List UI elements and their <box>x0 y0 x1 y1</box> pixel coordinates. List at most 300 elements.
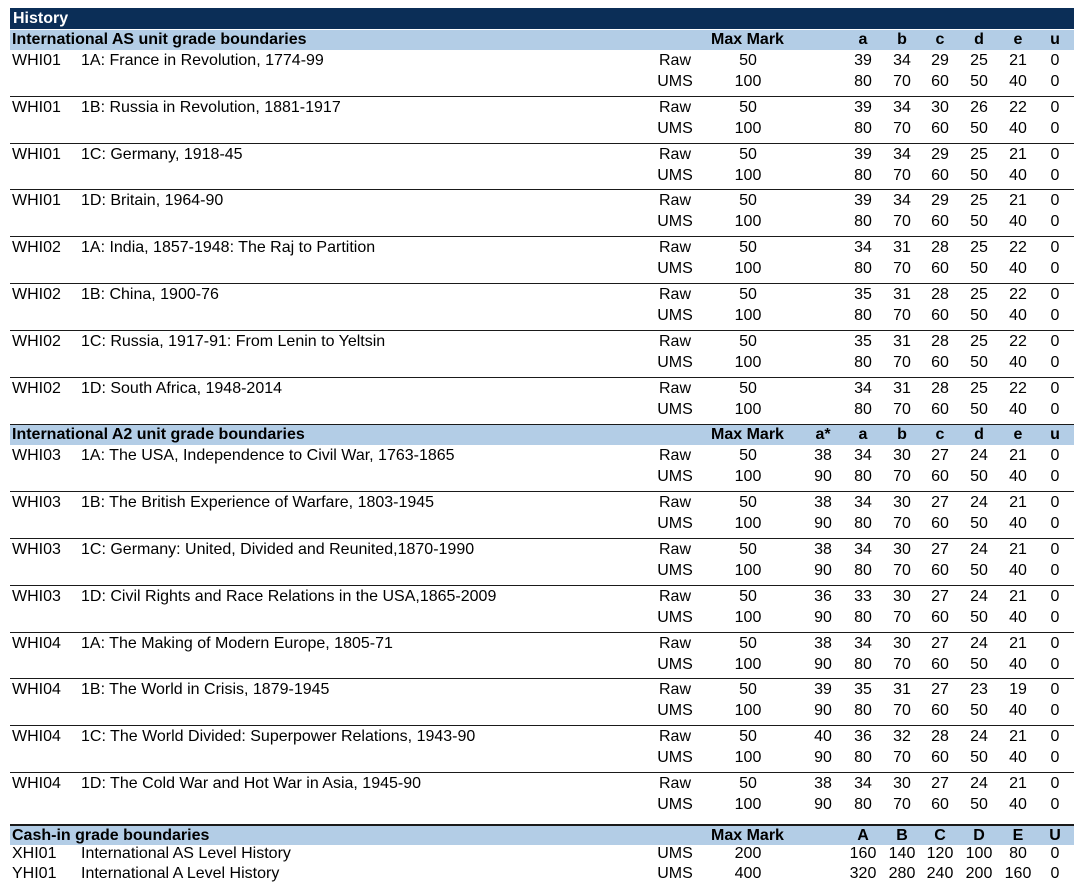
ums-grade-value: 70 <box>893 608 911 626</box>
cash-in-grade-value: 0 <box>1050 865 1060 883</box>
cash-in-grade-value: 280 <box>888 865 916 883</box>
raw-grade-value: 22 <box>1009 332 1027 350</box>
raw-label: Raw <box>658 774 691 792</box>
raw-label: Raw <box>658 494 691 512</box>
table-row <box>10 378 1074 425</box>
ums-grade-value: 0 <box>1050 213 1060 231</box>
qualification-title: International A Level History <box>81 865 280 883</box>
ums-label: UMS <box>657 353 693 371</box>
raw-grade-value: 29 <box>931 145 949 163</box>
ums-label: UMS <box>657 515 693 533</box>
table-row <box>10 492 1074 539</box>
max-mark-header: Max Mark <box>711 426 784 444</box>
ums-max-mark: 100 <box>734 795 762 813</box>
ums-grade-value: 50 <box>970 795 988 813</box>
cash-in-grade-value: 240 <box>926 865 954 883</box>
ums-grade-value: 60 <box>931 306 949 324</box>
ums-grade-value: 80 <box>854 561 872 579</box>
ums-max-mark: 100 <box>734 260 762 278</box>
ums-grade-value: 50 <box>970 400 988 418</box>
ums-grade-value: 0 <box>1050 561 1060 579</box>
raw-label: Raw <box>658 728 691 746</box>
raw-grade-value: 25 <box>970 379 988 397</box>
raw-grade-value: 0 <box>1050 540 1060 558</box>
unit-code: WHI01 <box>12 52 61 69</box>
raw-label: Raw <box>658 587 691 605</box>
unit-title: 1B: Russia in Revolution, 1881-1917 <box>81 98 341 116</box>
ums-grade-value: 40 <box>1009 795 1027 813</box>
ums-grade-value: 80 <box>854 749 872 767</box>
ums-label: UMS <box>657 400 693 418</box>
raw-grade-value: 28 <box>931 332 949 350</box>
table-row <box>10 445 1074 492</box>
ums-grade-value: 0 <box>1050 353 1060 371</box>
raw-grade-value: 34 <box>893 98 911 116</box>
raw-label: Raw <box>658 192 691 210</box>
ums-grade-value: 0 <box>1050 749 1060 767</box>
ums-label: UMS <box>657 865 693 883</box>
ums-grade-value: 70 <box>893 260 911 278</box>
unit-code: WHI03 <box>12 587 61 605</box>
raw-max-mark: 50 <box>739 285 757 303</box>
ums-grade-value: 70 <box>893 306 911 324</box>
cash-in-grade-value: 80 <box>1009 844 1027 862</box>
ums-grade-value: 80 <box>854 166 872 184</box>
raw-grade-value: 29 <box>931 52 949 69</box>
ums-max-mark: 100 <box>734 749 762 767</box>
ums-grade-value: 80 <box>854 260 872 278</box>
raw-max-mark: 50 <box>739 634 757 652</box>
raw-grade-value: 21 <box>1009 634 1027 652</box>
grade-header: C <box>934 826 946 844</box>
ums-grade-value: 90 <box>814 655 832 673</box>
ums-grade-value: 60 <box>931 515 949 533</box>
ums-grade-value: 60 <box>931 561 949 579</box>
raw-grade-value: 21 <box>1009 587 1027 605</box>
ums-max-mark: 100 <box>734 400 762 418</box>
grade-header: b <box>897 426 907 444</box>
raw-grade-value: 24 <box>970 494 988 512</box>
ums-grade-value: 50 <box>970 749 988 767</box>
raw-grade-value: 35 <box>854 285 872 303</box>
grade-header: a <box>858 426 868 444</box>
raw-grade-value: 0 <box>1050 285 1060 303</box>
raw-grade-value: 34 <box>854 634 872 652</box>
ums-label: UMS <box>657 655 693 673</box>
ums-grade-value: 90 <box>814 515 832 533</box>
ums-grade-value: 50 <box>970 260 988 278</box>
grade-header: e <box>1013 426 1023 444</box>
raw-grade-value: 21 <box>1009 145 1027 163</box>
ums-grade-value: 50 <box>970 166 988 184</box>
ums-grade-value: 0 <box>1050 795 1060 813</box>
raw-max-mark: 50 <box>739 540 757 558</box>
ums-grade-value: 60 <box>931 73 949 90</box>
raw-grade-value: 0 <box>1050 774 1060 792</box>
ums-grade-value: 40 <box>1009 73 1027 90</box>
unit-code: WHI04 <box>12 681 61 699</box>
unit-code: WHI03 <box>12 494 61 512</box>
raw-grade-value: 38 <box>814 634 832 652</box>
section-header <box>10 29 1074 50</box>
ums-max-mark: 100 <box>734 655 762 673</box>
unit-title: 1A: France in Revolution, 1774-99 <box>81 52 324 69</box>
raw-label: Raw <box>658 239 691 257</box>
raw-grade-value: 19 <box>1009 681 1027 699</box>
raw-grade-value: 39 <box>814 681 832 699</box>
max-mark-header: Max Mark <box>711 31 784 48</box>
ums-grade-value: 90 <box>814 561 832 579</box>
ums-grade-value: 90 <box>814 468 832 486</box>
unit-title: 1C: Germany, 1918-45 <box>81 145 243 163</box>
ums-grade-value: 80 <box>854 795 872 813</box>
raw-grade-value: 35 <box>854 332 872 350</box>
raw-max-mark: 50 <box>739 379 757 397</box>
raw-label: Raw <box>658 98 691 116</box>
raw-grade-value: 28 <box>931 728 949 746</box>
raw-grade-value: 0 <box>1050 192 1060 210</box>
raw-grade-value: 25 <box>970 332 988 350</box>
raw-grade-value: 38 <box>814 540 832 558</box>
grade-header: d <box>974 31 984 48</box>
raw-grade-value: 26 <box>970 98 988 116</box>
ums-label: UMS <box>657 213 693 231</box>
ums-grade-value: 80 <box>854 468 872 486</box>
ums-grade-value: 70 <box>893 795 911 813</box>
grade-header: b <box>897 31 907 48</box>
ums-max-mark: 100 <box>734 353 762 371</box>
raw-max-mark: 50 <box>739 192 757 210</box>
ums-label: UMS <box>657 306 693 324</box>
raw-grade-value: 0 <box>1050 98 1060 116</box>
unit-title: 1B: The World in Crisis, 1879-1945 <box>81 681 330 699</box>
unit-code: WHI01 <box>12 145 61 163</box>
ums-grade-value: 80 <box>854 400 872 418</box>
grade-header: E <box>1012 826 1024 844</box>
ums-grade-value: 60 <box>931 166 949 184</box>
raw-max-mark: 50 <box>739 239 757 257</box>
raw-grade-value: 27 <box>931 540 949 558</box>
ums-max-mark: 100 <box>734 166 762 184</box>
cash-in-grade-value: 200 <box>965 865 993 883</box>
cash-in-section <box>10 824 1074 886</box>
table-row <box>10 539 1074 586</box>
unit-title: 1B: The British Experience of Warfare, 1803-1945 <box>81 494 435 512</box>
raw-grade-value: 34 <box>854 540 872 558</box>
raw-grade-value: 22 <box>1009 98 1027 116</box>
raw-grade-value: 28 <box>931 285 949 303</box>
ums-label: UMS <box>657 119 693 137</box>
unit-title: 1B: China, 1900-76 <box>81 285 219 303</box>
cash-in-grade-value: 0 <box>1050 844 1060 862</box>
ums-label: UMS <box>657 795 693 813</box>
raw-grade-value: 27 <box>931 634 949 652</box>
ums-max-mark: 100 <box>734 73 762 90</box>
table-row <box>10 773 1074 820</box>
raw-grade-value: 28 <box>931 239 949 257</box>
section-heading: Cash-in grade boundaries <box>12 826 210 844</box>
ums-label: UMS <box>657 561 693 579</box>
ums-grade-value: 70 <box>893 515 911 533</box>
raw-grade-value: 0 <box>1050 634 1060 652</box>
ums-label: UMS <box>657 166 693 184</box>
raw-label: Raw <box>658 285 691 303</box>
raw-grade-value: 21 <box>1009 494 1027 512</box>
unit-code: WHI02 <box>12 332 61 350</box>
unit-title: 1C: Germany: United, Divided and Reunited,1870-1990 <box>81 540 475 558</box>
ums-grade-value: 40 <box>1009 166 1027 184</box>
ums-grade-value: 90 <box>814 795 832 813</box>
raw-grade-value: 34 <box>893 145 911 163</box>
raw-grade-value: 27 <box>931 447 949 465</box>
raw-grade-value: 0 <box>1050 52 1060 69</box>
raw-grade-value: 21 <box>1009 728 1027 746</box>
raw-label: Raw <box>658 447 691 465</box>
raw-label: Raw <box>658 145 691 163</box>
ums-grade-value: 60 <box>931 468 949 486</box>
unit-title: 1D: Civil Rights and Race Relations in the USA,1865-2009 <box>81 587 497 605</box>
unit-title: 1D: Britain, 1964-90 <box>81 192 224 210</box>
ums-grade-value: 50 <box>970 73 988 90</box>
ums-grade-value: 60 <box>931 119 949 137</box>
ums-grade-value: 40 <box>1009 213 1027 231</box>
section-heading: International A2 unit grade boundaries <box>12 426 305 444</box>
ums-max-mark: 100 <box>734 119 762 137</box>
qualification-code: YHI01 <box>12 865 57 883</box>
ums-grade-value: 40 <box>1009 400 1027 418</box>
ums-grade-value: 50 <box>970 655 988 673</box>
sections-container <box>10 29 1074 820</box>
raw-grade-value: 30 <box>893 447 911 465</box>
raw-max-mark: 50 <box>739 447 757 465</box>
raw-grade-value: 25 <box>970 285 988 303</box>
ums-grade-value: 80 <box>854 119 872 137</box>
ums-grade-value: 50 <box>970 306 988 324</box>
cash-in-grade-value: 120 <box>926 844 954 862</box>
raw-max-mark: 50 <box>739 494 757 512</box>
section-header <box>10 824 1074 845</box>
raw-grade-value: 27 <box>931 774 949 792</box>
raw-grade-value: 25 <box>970 239 988 257</box>
raw-label: Raw <box>658 634 691 652</box>
grade-header: c <box>935 426 945 444</box>
raw-grade-value: 0 <box>1050 494 1060 512</box>
grade-header: u <box>1050 31 1060 48</box>
raw-grade-value: 25 <box>970 145 988 163</box>
grade-header: a* <box>815 426 831 444</box>
ums-grade-value: 0 <box>1050 608 1060 626</box>
raw-grade-value: 30 <box>931 98 949 116</box>
raw-label: Raw <box>658 332 691 350</box>
raw-label: Raw <box>658 52 691 69</box>
ums-grade-value: 90 <box>814 702 832 720</box>
ums-grade-value: 60 <box>931 353 949 371</box>
ums-label: UMS <box>657 73 693 90</box>
ums-grade-value: 90 <box>814 608 832 626</box>
raw-max-mark: 50 <box>739 52 757 69</box>
raw-grade-value: 24 <box>970 540 988 558</box>
ums-max-mark: 100 <box>734 213 762 231</box>
raw-grade-value: 0 <box>1050 145 1060 163</box>
ums-grade-value: 60 <box>931 260 949 278</box>
raw-grade-value: 31 <box>893 285 911 303</box>
ums-grade-value: 40 <box>1009 306 1027 324</box>
cash-in-row <box>10 845 1074 866</box>
ums-grade-value: 80 <box>854 515 872 533</box>
raw-grade-value: 25 <box>970 52 988 69</box>
raw-grade-value: 23 <box>970 681 988 699</box>
ums-grade-value: 60 <box>931 608 949 626</box>
raw-grade-value: 0 <box>1050 379 1060 397</box>
raw-grade-value: 24 <box>970 774 988 792</box>
ums-grade-value: 0 <box>1050 119 1060 137</box>
unit-title: 1D: The Cold War and Hot War in Asia, 1945-90 <box>81 774 422 792</box>
ums-grade-value: 70 <box>893 561 911 579</box>
raw-max-mark: 50 <box>739 728 757 746</box>
ums-grade-value: 40 <box>1009 260 1027 278</box>
table-row <box>10 284 1074 331</box>
raw-grade-value: 31 <box>893 681 911 699</box>
raw-label: Raw <box>658 540 691 558</box>
ums-grade-value: 0 <box>1050 468 1060 486</box>
ums-max-mark: 100 <box>734 515 762 533</box>
ums-grade-value: 80 <box>854 608 872 626</box>
unit-code: WHI03 <box>12 540 61 558</box>
max-mark: 200 <box>734 844 762 862</box>
raw-grade-value: 21 <box>1009 52 1027 69</box>
ums-grade-value: 40 <box>1009 702 1027 720</box>
raw-grade-value: 21 <box>1009 540 1027 558</box>
qualification-code: XHI01 <box>12 844 57 862</box>
cash-in-grade-value: 140 <box>888 844 916 862</box>
ums-grade-value: 0 <box>1050 166 1060 184</box>
grade-header: B <box>896 826 908 844</box>
grade-header: c <box>935 31 945 48</box>
ums-grade-value: 80 <box>854 353 872 371</box>
raw-grade-value: 0 <box>1050 728 1060 746</box>
raw-grade-value: 21 <box>1009 447 1027 465</box>
raw-label: Raw <box>658 681 691 699</box>
ums-grade-value: 40 <box>1009 468 1027 486</box>
ums-grade-value: 60 <box>931 213 949 231</box>
raw-grade-value: 38 <box>814 774 832 792</box>
ums-grade-value: 60 <box>931 400 949 418</box>
raw-max-mark: 50 <box>739 587 757 605</box>
raw-grade-value: 34 <box>893 192 911 210</box>
ums-grade-value: 40 <box>1009 119 1027 137</box>
table-row <box>10 586 1074 633</box>
page-title: History <box>10 8 1074 29</box>
ums-grade-value: 0 <box>1050 400 1060 418</box>
ums-max-mark: 100 <box>734 702 762 720</box>
raw-grade-value: 21 <box>1009 192 1027 210</box>
ums-grade-value: 50 <box>970 119 988 137</box>
raw-grade-value: 24 <box>970 728 988 746</box>
raw-grade-value: 31 <box>893 239 911 257</box>
raw-grade-value: 24 <box>970 634 988 652</box>
ums-grade-value: 80 <box>854 306 872 324</box>
grade-header: U <box>1049 826 1061 844</box>
table-row <box>10 237 1074 284</box>
raw-max-mark: 50 <box>739 332 757 350</box>
ums-grade-value: 70 <box>893 353 911 371</box>
ums-grade-value: 60 <box>931 795 949 813</box>
grade-header: a <box>858 31 868 48</box>
ums-grade-value: 40 <box>1009 515 1027 533</box>
table-row <box>10 679 1074 726</box>
unit-code: WHI04 <box>12 728 61 746</box>
ums-label: UMS <box>657 608 693 626</box>
raw-grade-value: 27 <box>931 681 949 699</box>
ums-grade-value: 70 <box>893 73 911 90</box>
ums-grade-value: 50 <box>970 608 988 626</box>
raw-grade-value: 0 <box>1050 332 1060 350</box>
ums-grade-value: 40 <box>1009 608 1027 626</box>
raw-grade-value: 22 <box>1009 379 1027 397</box>
max-mark: 400 <box>734 865 762 883</box>
ums-grade-value: 0 <box>1050 306 1060 324</box>
grade-boundaries-sheet <box>10 8 1074 886</box>
ums-grade-value: 70 <box>893 400 911 418</box>
ums-grade-value: 70 <box>893 119 911 137</box>
ums-label: UMS <box>657 749 693 767</box>
ums-grade-value: 0 <box>1050 73 1060 90</box>
raw-grade-value: 33 <box>854 587 872 605</box>
unit-title: 1A: The USA, Independence to Civil War, 1763-1865 <box>81 447 455 465</box>
ums-grade-value: 80 <box>854 73 872 90</box>
raw-grade-value: 39 <box>854 145 872 163</box>
raw-grade-value: 39 <box>854 98 872 116</box>
table-row <box>10 331 1074 378</box>
raw-grade-value: 34 <box>854 447 872 465</box>
raw-grade-value: 22 <box>1009 239 1027 257</box>
raw-grade-value: 31 <box>893 332 911 350</box>
raw-grade-value: 24 <box>970 587 988 605</box>
raw-grade-value: 0 <box>1050 447 1060 465</box>
raw-grade-value: 40 <box>814 728 832 746</box>
cash-in-grade-value: 160 <box>1004 865 1032 883</box>
ums-grade-value: 70 <box>893 655 911 673</box>
qualification-title: International AS Level History <box>81 844 291 862</box>
raw-grade-value: 36 <box>814 587 832 605</box>
ums-grade-value: 0 <box>1050 655 1060 673</box>
ums-grade-value: 60 <box>931 655 949 673</box>
unit-code: WHI02 <box>12 379 61 397</box>
ums-grade-value: 50 <box>970 561 988 579</box>
ums-grade-value: 70 <box>893 749 911 767</box>
unit-code: WHI02 <box>12 239 61 257</box>
ums-grade-value: 0 <box>1050 260 1060 278</box>
raw-grade-value: 24 <box>970 447 988 465</box>
unit-code: WHI02 <box>12 285 61 303</box>
section-header <box>10 424 1074 445</box>
ums-grade-value: 70 <box>893 213 911 231</box>
unit-title: 1A: The Making of Modern Europe, 1805-71 <box>81 634 393 652</box>
cash-in-grade-value: 160 <box>849 844 877 862</box>
raw-grade-value: 38 <box>814 494 832 512</box>
ums-grade-value: 50 <box>970 353 988 371</box>
ums-grade-value: 40 <box>1009 749 1027 767</box>
raw-grade-value: 34 <box>854 494 872 512</box>
raw-grade-value: 27 <box>931 494 949 512</box>
raw-grade-value: 31 <box>893 379 911 397</box>
ums-grade-value: 50 <box>970 515 988 533</box>
ums-max-mark: 100 <box>734 608 762 626</box>
grade-header: A <box>857 826 869 844</box>
table-row <box>10 190 1074 237</box>
raw-grade-value: 25 <box>970 192 988 210</box>
raw-grade-value: 30 <box>893 540 911 558</box>
